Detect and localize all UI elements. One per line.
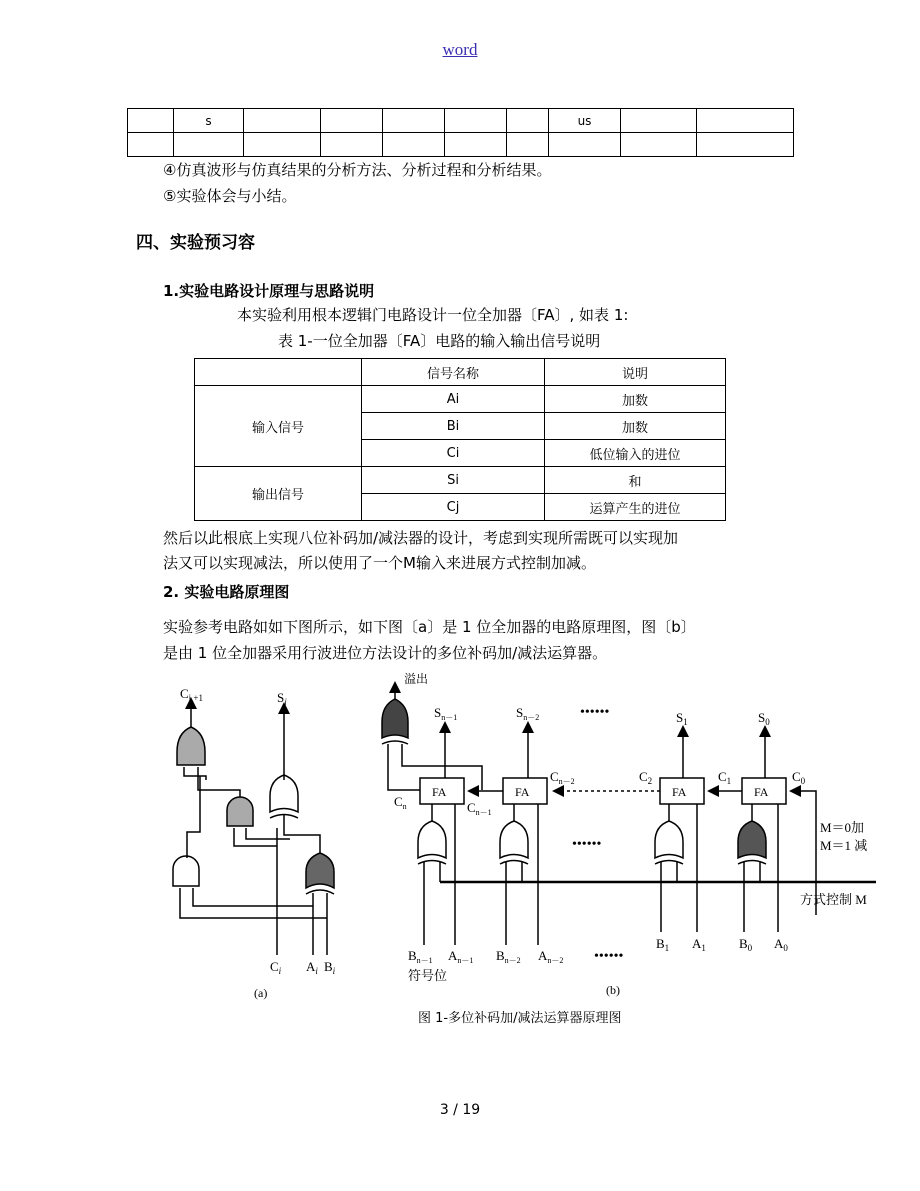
- label-a1: $A_1$: [692, 936, 706, 953]
- signal-name: Si: [362, 467, 545, 494]
- label-cn: $C_n$: [394, 794, 407, 811]
- group-label-output: 输出信号: [195, 467, 362, 521]
- overflow-xor-icon: [382, 699, 408, 738]
- label-sign-bit: 符号位: [408, 968, 448, 983]
- label-c1: $C_1$: [718, 769, 732, 786]
- xor-gate-icon: [306, 853, 334, 888]
- or-gate-icon: [177, 727, 205, 765]
- label-c0: $C_0$: [792, 769, 806, 786]
- table-title: 表 1-一位全加器〔FA〕电路的输入输出信号说明: [278, 332, 601, 350]
- label-cout: $C_{i +1}$: [180, 686, 203, 703]
- signal-desc: 加数: [545, 413, 726, 440]
- and-gate-icon: [173, 856, 199, 886]
- signal-name: Cj: [362, 494, 545, 521]
- label-s1: $S_1$: [676, 710, 688, 727]
- label-m0: M＝0加: [820, 820, 865, 835]
- signal-name: Ai: [362, 386, 545, 413]
- label-a0: $A_0$: [774, 936, 788, 953]
- header-cell: 说明: [545, 359, 726, 386]
- full-adder-circuit: [173, 700, 334, 955]
- dots-top: ••••••: [580, 705, 610, 720]
- label-mode: 方式控制 M: [800, 892, 867, 907]
- header-word-link[interactable]: word: [442, 40, 478, 59]
- signal-desc: 加数: [545, 386, 726, 413]
- label-m1: M＝1 减: [820, 838, 868, 853]
- fa-label: FA: [515, 785, 530, 799]
- and-gate-icon: [227, 797, 253, 826]
- page-number: 3 / 19: [439, 1102, 481, 1118]
- paragraph-2-line-2: 是由 1 位全加器采用行波进位方法设计的多位补码加/减法运算器。: [163, 644, 608, 662]
- section-title: 四、实验预习容: [136, 233, 255, 253]
- label-cn1: $C_{n-1}$: [467, 800, 492, 817]
- figure-label-b: (b): [606, 983, 620, 997]
- xor-gate-icon: [500, 821, 528, 858]
- signal-desc: 低位输入的进位: [545, 440, 726, 467]
- figure-label-a: (a): [254, 986, 268, 1000]
- xor-gate-icon: [418, 821, 446, 858]
- label-b0: $B_0$: [739, 936, 753, 953]
- paragraph-1-line-1: 然后以此根底上实现八位补码加/减法器的设计，考虑到实现所需既可以实现加: [163, 529, 679, 547]
- list-item-5: ⑤实验体会与小结。: [163, 187, 297, 205]
- signal-name: Bi: [362, 413, 545, 440]
- dots-bottom: ••••••: [594, 949, 624, 964]
- signal-name: Ci: [362, 440, 545, 467]
- xor-gate-icon: [655, 821, 683, 858]
- table-cell: s: [174, 109, 244, 133]
- label-bn2: $B_{n-2}$: [496, 948, 521, 965]
- label-bn1: $B_{n-1}$: [408, 948, 433, 965]
- label-s-n1: $S_{n-1}$: [434, 705, 458, 722]
- subsection-2-title: 2. 实验电路原理图: [163, 583, 290, 601]
- label-cin: $C_i$: [270, 959, 282, 976]
- label-c2: $C_2$: [639, 769, 653, 786]
- figure-caption: 图 1-多位补码加/减法运算器原理图: [418, 1011, 622, 1026]
- paragraph-2-line-1: 实验参考电路如如下图所示，如下图〔a〕是 1 位全加器的电路原理图，图〔b〕: [163, 618, 696, 636]
- label-ai: $A_i$: [306, 959, 318, 976]
- intro-text: 本实验利用根本逻辑门电路设计一位全加器〔FA〕, 如表 1:: [237, 306, 629, 324]
- xor-gate-icon: [270, 775, 298, 812]
- fa-label: FA: [754, 785, 769, 799]
- fa-label: FA: [672, 785, 687, 799]
- list-item-4: ④仿真波形与仿真结果的分析方法、分析过程和分析结果。: [163, 161, 552, 179]
- label-an1: $A_{n-1}$: [448, 948, 474, 965]
- fa-label: FA: [432, 785, 447, 799]
- subsection-1-title: 1.实验电路设计原理与思路说明: [163, 282, 375, 300]
- label-an2: $A_{n-2}$: [538, 948, 564, 965]
- label-cn2: $C_{n-2}$: [550, 769, 575, 786]
- group-label-input: 输入信号: [195, 386, 362, 467]
- table-cell: us: [549, 109, 621, 133]
- label-b1: $B_1$: [656, 936, 670, 953]
- label-s-n2: $S_{n-2}$: [516, 705, 540, 722]
- dots-middle: ••••••: [572, 837, 602, 852]
- xor-gate-icon: [738, 821, 766, 858]
- header-cell: 信号名称: [362, 359, 545, 386]
- paragraph-1-line-2: 法又可以实现减法，所以使用了一个M输入来进展方式控制加减。: [163, 554, 596, 572]
- label-overflow: 溢出: [404, 672, 429, 686]
- label-bi: $B_i$: [324, 959, 336, 976]
- signal-desc: 和: [545, 467, 726, 494]
- label-sum: $S_i$: [277, 690, 287, 707]
- signal-desc: 运算产生的进位: [545, 494, 726, 521]
- label-s0: $S_0$: [758, 710, 770, 727]
